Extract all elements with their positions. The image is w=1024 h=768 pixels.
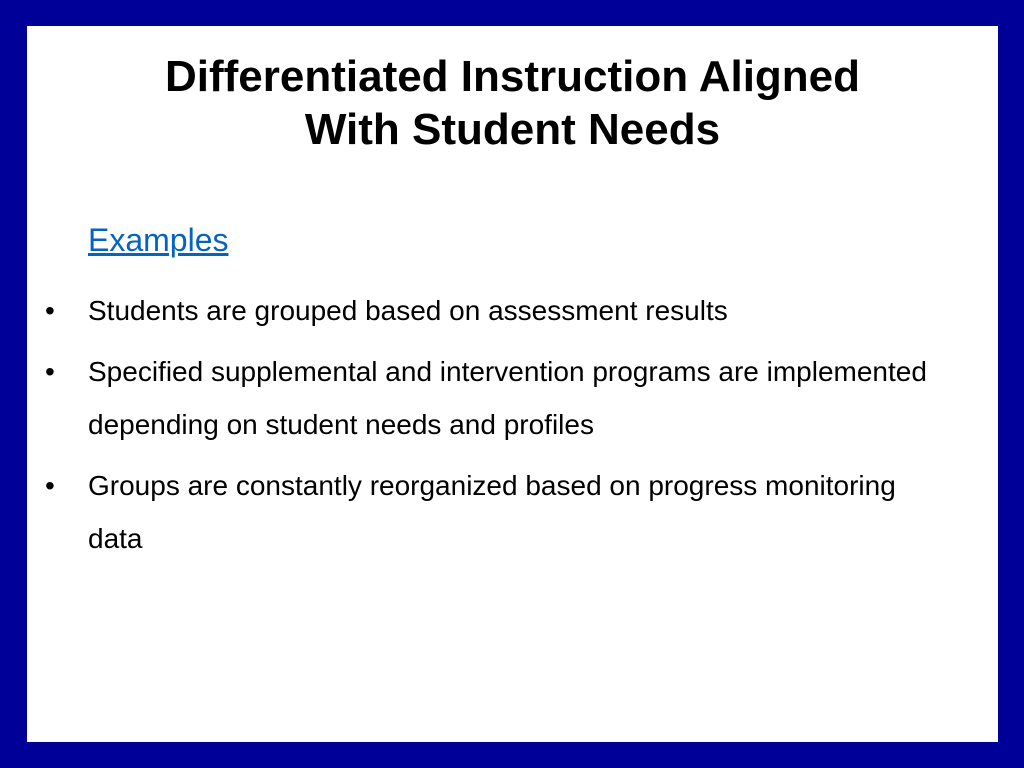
bullet-icon: • xyxy=(45,470,55,501)
bullet-text: Students are grouped based on assessment results xyxy=(88,295,728,326)
bullet-text: Specified supplemental and intervention programs are implemented depending on student needs and profiles xyxy=(88,356,927,440)
slide-canvas xyxy=(27,26,998,742)
bullet-item xyxy=(27,345,998,451)
bullet-item xyxy=(27,284,998,337)
bullet-icon: • xyxy=(45,356,55,387)
slide-title xyxy=(27,50,998,156)
bullet-icon: • xyxy=(45,295,55,326)
bullet-item xyxy=(27,459,998,565)
examples-link[interactable]: Examples xyxy=(88,222,229,258)
bullet-list xyxy=(27,284,998,573)
slide-title-line-2: With Student Needs xyxy=(304,105,721,154)
bullet-text: Groups are constantly reorganized based on progress monitoring data xyxy=(88,470,896,554)
slide-title-line-1: Differentiated Instruction Aligned xyxy=(164,52,861,101)
